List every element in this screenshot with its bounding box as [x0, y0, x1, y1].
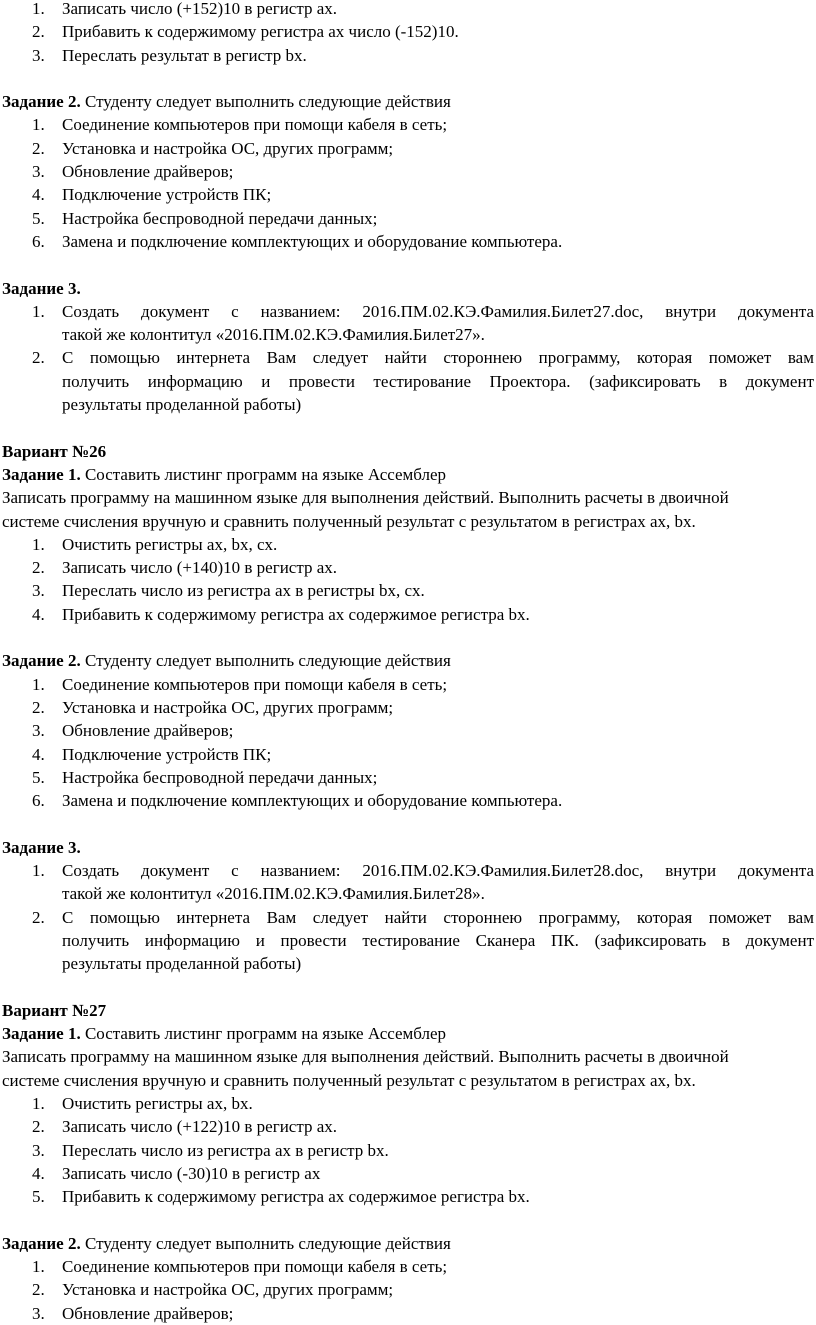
list-item [2, 207, 814, 230]
task-label: Задание 3. [2, 278, 81, 298]
list-item [2, 766, 814, 789]
task-label: Задание 2. [2, 651, 81, 671]
list-text: Переслать число из регистра ах в регистры bх, cх. [62, 581, 425, 601]
task-title: Составить листинг программ на языке Ассемблер [80, 1024, 447, 1044]
list-item [2, 556, 814, 579]
list-text: Соединение компьютеров при помощи кабеля в сеть; [62, 674, 448, 694]
list-item [2, 1139, 814, 1162]
list-text-line: С помощью интернета Вам следует найти стороннею программу, которая поможет вам [62, 348, 814, 368]
list-text-line: результаты проделанной работы) [62, 395, 302, 415]
task-title: Составить листинг программ на языке Ассемблер [80, 464, 447, 484]
list-text: Переслать результат в регистр bх. [62, 45, 307, 65]
list-text: Обновление драйверов; [62, 1303, 234, 1323]
list-item [2, 696, 814, 719]
list-number: 1. [32, 1093, 45, 1113]
list-item [2, 859, 814, 906]
list-text-line: получить информацию и провести тестирование Проектора. (зафиксировать в документ [62, 371, 814, 391]
list-text: Соединение компьютеров при помощи кабеля в сеть; [62, 115, 448, 135]
list-item [2, 673, 814, 696]
list-number: 2. [32, 697, 45, 717]
list-item [2, 300, 814, 347]
task-label: Задание 2. [2, 1233, 81, 1253]
list-text: Установка и настройка ОС, других программ; [62, 697, 394, 717]
list-item [2, 743, 814, 766]
list-text: Подключение устройств ПК; [62, 744, 272, 764]
list-number: 5. [32, 208, 45, 228]
list-text: Замена и подключение комплектующих и оборудование компьютера. [62, 791, 563, 811]
list-number: 2. [32, 1117, 45, 1137]
list-item [2, 1162, 814, 1185]
top-list [2, 0, 814, 67]
task-label: Задание 1. [2, 464, 81, 484]
list-item [2, 906, 814, 976]
list-item [2, 1115, 814, 1138]
document-page [2, 0, 814, 1325]
task-heading [2, 1232, 814, 1255]
list-text: Прибавить к содержимому регистра ах число (-152)10. [62, 22, 459, 42]
list-text: Прибавить к содержимому регистра ах содержимое регистра bх. [62, 604, 530, 624]
task-description: системе счисления вручную и сравнить полученный результат с результатом в регистрах ах, bх. [2, 511, 696, 531]
list-number: 4. [32, 1163, 45, 1183]
task-heading [2, 463, 814, 486]
task-title: Студенту следует выполнить следующие действия [80, 92, 451, 112]
task-title: Студенту следует выполнить следующие действия [80, 1233, 451, 1253]
list-text: Подключение устройств ПК; [62, 185, 272, 205]
task-heading [2, 836, 814, 859]
task-heading [2, 277, 814, 300]
task-label: Задание 2. [2, 92, 81, 112]
list-item [2, 1255, 814, 1278]
list-item [2, 20, 814, 43]
list-item [2, 44, 814, 67]
task-label: Задание 3. [2, 837, 81, 857]
list-item [2, 789, 814, 812]
list-text: Записать число (-30)10 в регистр ах [62, 1163, 321, 1183]
task-heading [2, 649, 814, 672]
list-text-line: С помощью интернета Вам следует найти стороннею программу, которая поможет вам [62, 907, 814, 927]
list-number: 1. [32, 1257, 45, 1277]
list-text: Прибавить к содержимому регистра ах содержимое регистра bх. [62, 1187, 530, 1207]
list-item [2, 1278, 814, 1301]
list-text: Обновление драйверов; [62, 162, 234, 182]
list-number: 3. [32, 1303, 45, 1323]
list-number: 5. [32, 767, 45, 787]
list-item [2, 579, 814, 602]
list-text: Установка и настройка ОС, других программ; [62, 138, 394, 158]
list-text-line: получить информацию и провести тестирование Сканера ПК. (зафиксировать в документ [62, 930, 814, 950]
list-number: 4. [32, 185, 45, 205]
list-number: 3. [32, 1140, 45, 1160]
list-text: Настройка беспроводной передачи данных; [62, 767, 378, 787]
list-item [2, 719, 814, 742]
list-item [2, 230, 814, 253]
list-item [2, 1302, 814, 1325]
list-text: Записать число (+140)10 в регистр ах. [62, 558, 338, 578]
list-number: 4. [32, 744, 45, 764]
list-number: 2. [32, 907, 45, 927]
list-item [2, 137, 814, 160]
list-number: 3. [32, 721, 45, 741]
variant-title: Вариант №27 [2, 1000, 107, 1020]
list-text: Записать число (+122)10 в регистр ах. [62, 1117, 338, 1137]
list-text-line: такой же колонтитул «2016.ПМ.02.КЭ.Фамилия.Билет27». [62, 325, 485, 345]
list-item [2, 1092, 814, 1115]
task-description: системе счисления вручную и сравнить полученный результат с результатом в регистрах ах, bх. [2, 1070, 696, 1090]
list-number: 6. [32, 791, 45, 811]
list-number: 2. [32, 558, 45, 578]
list-text: Записать число (+152)10 в регистр ах. [62, 0, 338, 18]
variant-title: Вариант №26 [2, 441, 107, 461]
list-number: 1. [32, 674, 45, 694]
list-text: Очистить регистры ах, bх, cх. [62, 534, 278, 554]
list-item [2, 346, 814, 416]
list-text: Переслать число из регистра ах в регистр bх. [62, 1140, 389, 1160]
list-number: 5. [32, 1187, 45, 1207]
task-heading [2, 1022, 814, 1045]
list-number: 1. [32, 301, 45, 321]
list-number: 1. [32, 115, 45, 135]
list-text-line: Создать документ с названием: 2016.ПМ.02.КЭ.Фамилия.Билет28.doc, внутри документа [62, 860, 814, 880]
task-heading [2, 90, 814, 113]
list-number: 4. [32, 604, 45, 624]
list-text: Настройка беспроводной передачи данных; [62, 208, 378, 228]
list-text: Обновление драйверов; [62, 721, 234, 741]
list-item [2, 1185, 814, 1208]
list-number: 3. [32, 45, 45, 65]
list-text: Установка и настройка ОС, других программ; [62, 1280, 394, 1300]
list-item [2, 0, 814, 20]
list-text-line: Создать документ с названием: 2016.ПМ.02.КЭ.Фамилия.Билет27.doc, внутри документа [62, 301, 814, 321]
task-title: Студенту следует выполнить следующие действия [80, 651, 451, 671]
list-number: 1. [32, 534, 45, 554]
task-label: Задание 1. [2, 1024, 81, 1044]
list-item [2, 160, 814, 183]
list-number: 2. [32, 138, 45, 158]
list-item [2, 113, 814, 136]
list-number: 3. [32, 162, 45, 182]
list-item [2, 533, 814, 556]
list-text: Замена и подключение комплектующих и оборудование компьютера. [62, 231, 563, 251]
list-number: 2. [32, 1280, 45, 1300]
list-number: 1. [32, 0, 45, 18]
list-number: 1. [32, 860, 45, 880]
list-text-line: такой же колонтитул «2016.ПМ.02.КЭ.Фамилия.Билет28». [62, 884, 485, 904]
list-text: Соединение компьютеров при помощи кабеля в сеть; [62, 1257, 448, 1277]
list-number: 2. [32, 22, 45, 42]
list-number: 2. [32, 348, 45, 368]
list-text: Очистить регистры ах, bх. [62, 1093, 253, 1113]
task-description: Записать программу на машинном языке для выполнения действий. Выполнить расчеты в двоичной [2, 1047, 729, 1067]
list-item [2, 183, 814, 206]
task-description: Записать программу на машинном языке для выполнения действий. Выполнить расчеты в двоичной [2, 488, 729, 508]
list-number: 3. [32, 581, 45, 601]
list-text-line: результаты проделанной работы) [62, 954, 302, 974]
list-number: 6. [32, 231, 45, 251]
list-item [2, 603, 814, 626]
